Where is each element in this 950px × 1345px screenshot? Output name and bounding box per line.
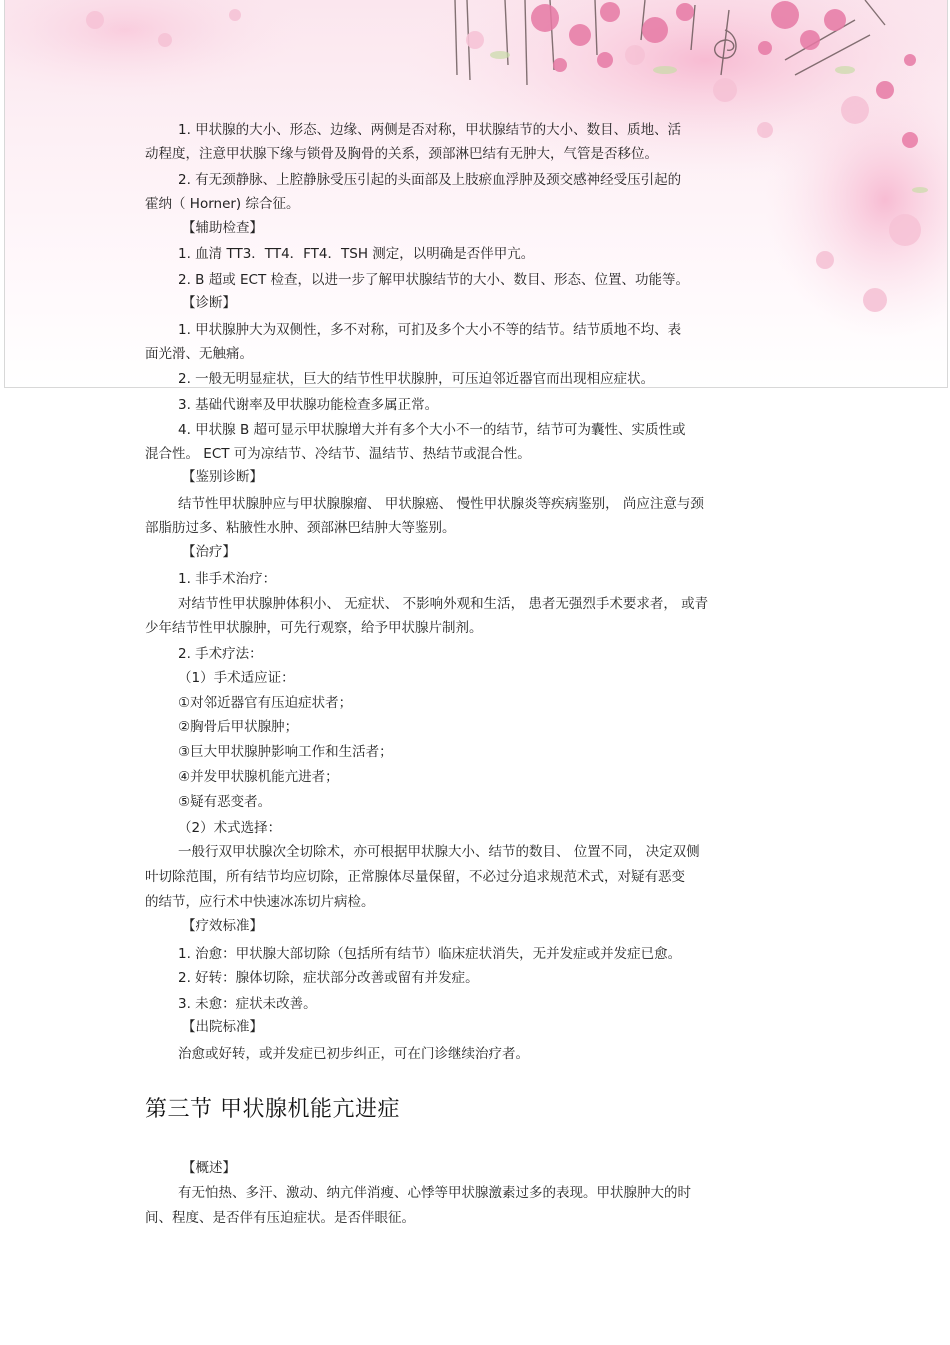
list-item: ①对邻近器官有压迫症状者； [178, 695, 353, 711]
section-heading: 【疗效标准】 [182, 918, 263, 934]
text-line: 对结节性甲状腺肿体积小、 无症状、 不影响外观和生活， 患者无强烈手术要求者， 或青 [178, 596, 709, 612]
text-line: 2. 有无颈静脉、上腔静脉受压引起的头面部及上肢瘀血浮肿及颈交感神经受压引起的 [178, 172, 682, 188]
section-heading: 【诊断】 [182, 295, 236, 311]
text-line: 霍纳（ Horner) 综合征。 [145, 196, 300, 212]
text-line: 4. 甲状腺 B 超可显示甲状腺增大并有多个大小不一的结节，结节可为囊性、实质性或 [178, 422, 686, 438]
text-line: 混合性。 ECT 可为凉结节、冷结节、温结节、热结节或混合性。 [145, 446, 531, 462]
text-line: 1. 治愈：甲状腺大部切除（包括所有结节）临床症状消失，无并发症或并发症已愈。 [178, 946, 682, 962]
text-line: 1. 血清 TT3．TT4．FT4．TSH 测定，以明确是否伴甲亢。 [178, 246, 535, 262]
section-heading: 【概述】 [182, 1160, 236, 1176]
text-line: 面光滑、无触痛。 [145, 346, 253, 362]
text-line: 部脂肪过多、粘腋性水肿、颈部淋巴结肿大等鉴别。 [145, 520, 456, 536]
text-line: 治愈或好转，或并发症已初步纠正，可在门诊继续治疗者。 [178, 1046, 529, 1062]
text-line: 1. 甲状腺肿大为双侧性，多不对称，可扪及多个大小不等的结节。结节质地不均、表 [178, 322, 682, 338]
text-line: 间、程度、是否伴有压迫症状。是否伴眼征。 [145, 1210, 415, 1226]
text-line: 结节性甲状腺肿应与甲状腺腺瘤、 甲状腺癌、 慢性甲状腺炎等疾病鉴别， 尚应注意与颈 [178, 496, 704, 512]
text-line: 叶切除范围，所有结节均应切除，正常腺体尽量保留，不必过分追求规范术式，对疑有恶变 [145, 869, 685, 885]
text-line: 有无怕热、多汗、激动、纳亢伴消瘦、心悸等甲状腺激素过多的表现。甲状腺肿大的时 [178, 1185, 691, 1201]
text-line: 2. B 超或 ECT 检查，以进一步了解甲状腺结节的大小、数目、形态、位置、功能等。 [178, 272, 690, 288]
list-item: ④并发甲状腺机能亢进者； [178, 769, 339, 785]
section-heading: 【治疗】 [182, 544, 236, 560]
text-line: 3. 基础代谢率及甲状腺功能检查多属正常。 [178, 397, 439, 413]
section-heading: 【出院标准】 [182, 1019, 263, 1035]
text-line: 动程度，注意甲状腺下缘与锁骨及胸骨的关系，颈部淋巴结有无肿大，气管是否移位。 [145, 146, 658, 162]
text-line: 2. 手术疗法： [178, 646, 263, 662]
text-line: 1. 甲状腺的大小、形态、边缘、两侧是否对称，甲状腺结节的大小、数目、质地、活 [178, 122, 682, 138]
text-line: （2）术式选择： [178, 820, 282, 836]
text-line: 少年结节性甲状腺肿，可先行观察，给予甲状腺片制剂。 [145, 620, 483, 636]
text-line: 的结节，应行术中快速冰冻切片病检。 [145, 894, 375, 910]
text-line: 2. 一般无明显症状，巨大的结节性甲状腺肿，可压迫邻近器官而出现相应症状。 [178, 371, 655, 387]
section-heading: 【鉴别诊断】 [182, 469, 263, 485]
text-line: 2. 好转：腺体切除，症状部分改善或留有并发症。 [178, 970, 479, 986]
text-line: （1）手术适应证： [178, 670, 295, 686]
text-line: 1. 非手术治疗： [178, 571, 277, 587]
list-item: ②胸骨后甲状腺肿； [178, 719, 299, 735]
list-item: ③巨大甲状腺肿影响工作和生活者； [178, 744, 393, 760]
list-item: ⑤疑有恶变者。 [178, 794, 272, 810]
text-line: 一般行双甲状腺次全切除术，亦可根据甲状腺大小、结节的数目、 位置不同， 决定双侧 [178, 844, 700, 860]
section-title: 第三节 甲状腺机能亢进症 [145, 1097, 400, 1122]
section-heading: 【辅助检查】 [182, 220, 263, 236]
text-line: 3. 未愈：症状未改善。 [178, 996, 317, 1012]
